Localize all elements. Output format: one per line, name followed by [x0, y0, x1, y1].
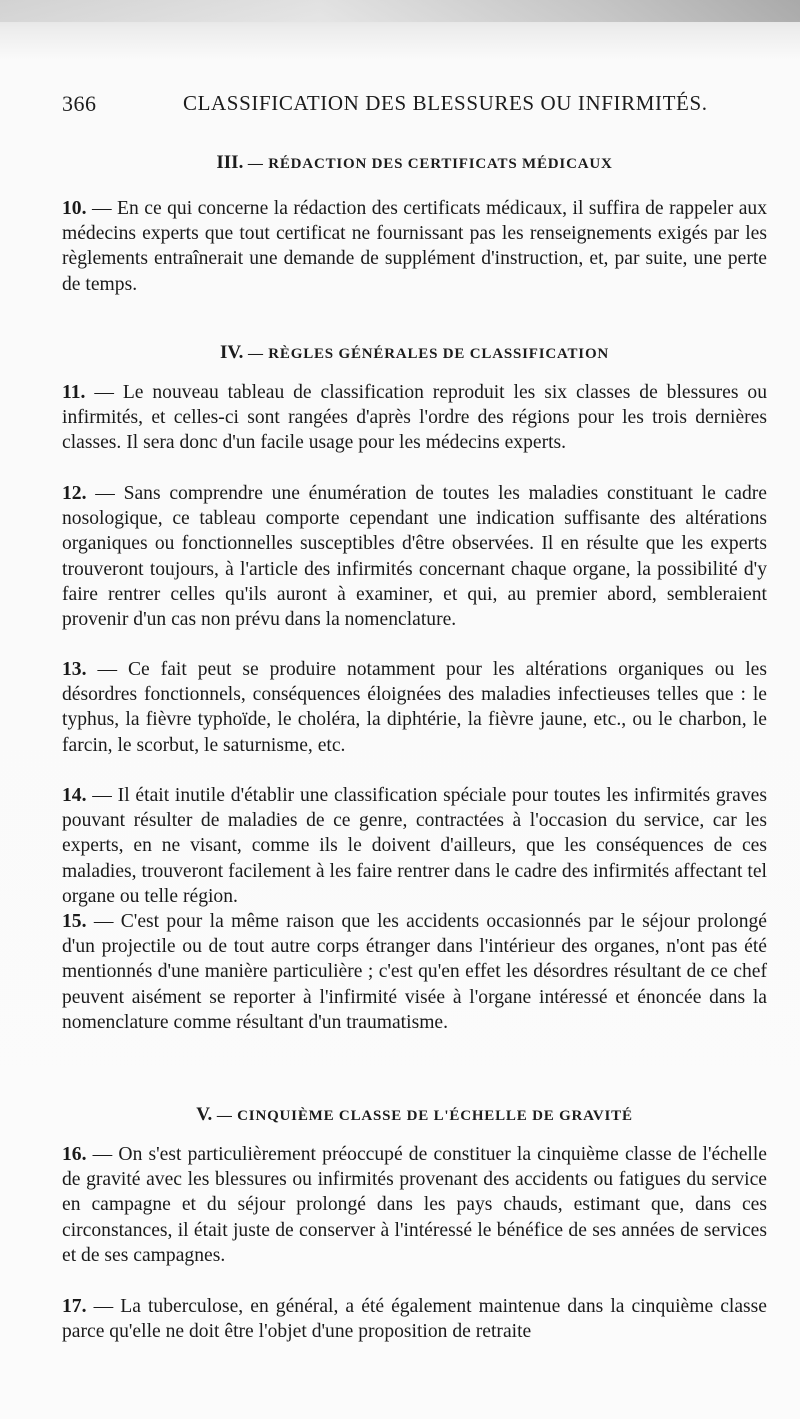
paragraph-text: — Le nouveau tableau de classification reproduit les six classes de blessures ou infirmités, et celles-ci sont rangées d'après l'ordre des régions pour les trois dernières classes. Il sera donc d'un facile usage pour les médecins experts.: [62, 382, 767, 454]
paragraph-number: 17.: [62, 1296, 87, 1317]
paragraph-text: — Sans comprendre une énumération de toutes les maladies constituant le cadre nosologique, ce tableau comporte cependant une indication suffisante des altérations organiques ou fonctionnelles susceptibles d'être observées. Il en résulte que les experts trouveront toujours, à l'article des infirmités concernant chaque organe, la possibilité d'y faire rentrer celles qu'ils auront à examiner, et qui, au premier abord, sembleraient provenir d'un cas non prévu dans la nomenclature.: [62, 483, 767, 631]
paragraph-number: 12.: [62, 483, 87, 504]
running-header: [62, 91, 764, 121]
paragraph-text: — On s'est particulièrement préoccupé de constituer la cinquième classe de l'échelle de gravité avec les blessures ou infirmités provenant des accidents ou fatigues du service en campagne et du séjour prolongé dans les pays chauds, estimant que, dans ces circonstances, il était juste de conserver à l'intéressé le bénéfice de ses années de services et de ses campagnes.: [62, 1144, 767, 1266]
section-title: — RÈGLES GÉNÉRALES DE CLASSIFICATION: [247, 346, 610, 362]
paragraph-number: 11.: [62, 382, 86, 403]
paragraph-number: 13.: [62, 659, 87, 680]
paragraph-number: 16.: [62, 1144, 87, 1165]
section-title: — CINQUIÈME CLASSE DE L'ÉCHELLE DE GRAVITÉ: [216, 1108, 633, 1124]
page-number: 366: [62, 91, 97, 116]
section-heading-v: [62, 1104, 767, 1126]
paragraph-14: [62, 783, 767, 909]
section-heading-iv: [62, 342, 767, 364]
section-numeral: V.: [196, 1104, 213, 1125]
running-title: CLASSIFICATION DES BLESSURES OU INFIRMITÉS.: [183, 91, 708, 115]
section-numeral: IV.: [219, 342, 244, 363]
section-heading-iii: [62, 152, 767, 174]
paragraph-15: [62, 909, 767, 1035]
paragraph-number: 14.: [62, 785, 87, 806]
section-numeral: III.: [216, 152, 244, 173]
paragraph-text: — Il était inutile d'établir une classification spéciale pour toutes les infirmités graves pouvant résulter de maladies de ce genre, contractées à l'occasion du service, car les experts, en ne visant, comme ils le doivent d'ailleurs, que les conséquences de ces maladies, trouveront facilement à les faire rentrer dans le cadre des infirmités affectant tel organe ou telle région.: [62, 785, 767, 907]
paragraph-text: — La tuberculose, en général, a été également maintenue dans la cinquième classe parce qu'elle ne doit être l'objet d'une proposition de retraite: [62, 1296, 767, 1343]
scan-edge: [0, 0, 800, 22]
paragraph-10: [62, 196, 767, 297]
paragraph-13: [62, 657, 767, 758]
paragraph-number: 10.: [62, 198, 87, 219]
paragraph-12: [62, 481, 767, 632]
paragraph-17: [62, 1294, 767, 1344]
paragraph-text: — En ce qui concerne la rédaction des certificats médicaux, il suffira de rappeler aux médecins experts que tout certificat ne fournissant pas les renseignements exigés par les règlements entraînerait une demande de supplément d'instruction, et, par suite, une perte de temps.: [62, 198, 767, 295]
paragraph-number: 15.: [62, 911, 87, 932]
paragraph-11: [62, 380, 767, 456]
paragraph-text: — C'est pour la même raison que les accidents occasionnés par le séjour prolongé d'un projectile ou de tout autre corps étranger dans l'intérieur des organes, n'ont pas été mentionnés d'une manière particulière ; c'est qu'en effet les désordres résultant de ce chef peuvent aisément se reporter à l'infirmité visée à l'organe intéressé et énoncée dans la nomenclature comme résultant d'un traumatisme.: [62, 911, 768, 1033]
paragraph-text: — Ce fait peut se produire notamment pour les altérations organiques ou les désordres fonctionnels, conséquences éloignées des maladies infectieuses telles que : le typhus, la fièvre typhoïde, le choléra, la diphtérie, la fièvre jaune, etc., ou le charbon, le farcin, le scorbut, le saturnisme, etc.: [62, 659, 767, 756]
section-title: — RÉDACTION DES CERTIFICATS MÉDICAUX: [247, 156, 613, 172]
paragraph-16: [62, 1142, 767, 1268]
